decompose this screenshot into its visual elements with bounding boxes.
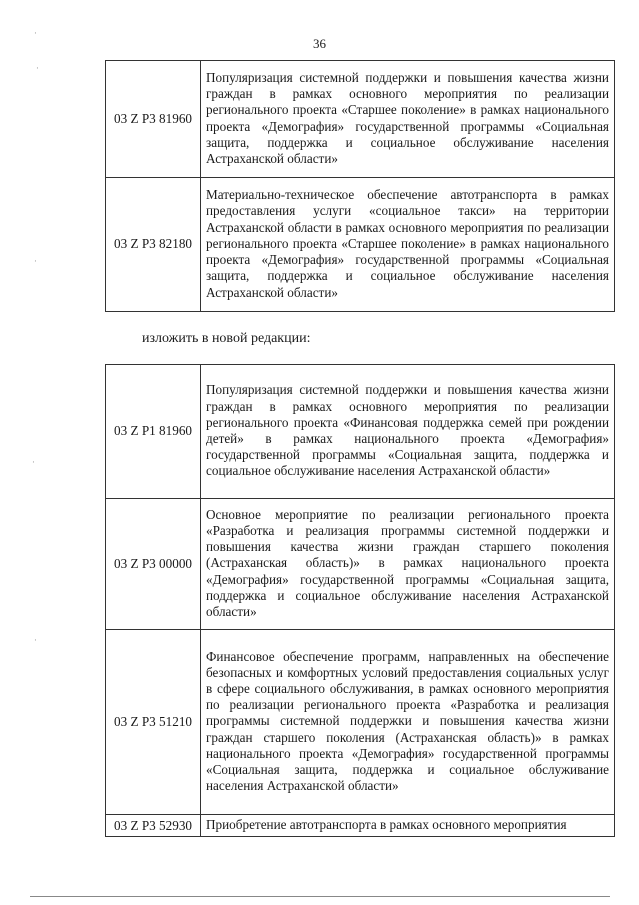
- code-description: Финансовое обеспечение программ, направленных на обеспечение безопасных и комфортных условий предоставления социальных услуг в сфере социального обслуживания, в рамках основного мероприятия по реализации регионального проекта «Разработка и реализация программы системной поддержки и повышения качества жизни граждан старшего поколения (Астраханская область)» в рамках национального проекта «Демография» государственной программы «Социальная защита, поддержка и социальное обслуживание населения Астраханской области»: [201, 630, 615, 815]
- classification-code: 03 Z P3 51210: [106, 630, 201, 815]
- classification-code: 03 Z P1 81960: [106, 365, 201, 499]
- page-number: 36: [313, 36, 326, 51]
- scan-mark: ·: [34, 636, 37, 646]
- scan-mark: ·: [32, 458, 35, 468]
- budget-codes-table-new: [105, 364, 615, 837]
- code-description: Популяризация системной поддержки и повышения качества жизни граждан в рамках основного мероприятия по реализации регионального проекта «Старшее поколение» в рамках национального проекта «Демография» государственной программы «Социальная защита, поддержка и социальное обслуживание населения Астраханской области»: [201, 61, 615, 178]
- table-row: [106, 630, 615, 815]
- code-description: Популяризация системной поддержки и повышения качества жизни граждан в рамках основного мероприятия по реализации регионального проекта «Финансовая поддержка семей при рождении детей» в рамках национального проекта «Демография» государственной программы «Социальная защита, поддержка и социальное обслуживание населения Астраханской области»: [201, 365, 615, 499]
- scan-mark: ·: [34, 257, 37, 267]
- table-row: [106, 61, 615, 178]
- classification-code: 03 Z P3 52930: [106, 815, 201, 837]
- classification-code: 03 Z P3 00000: [106, 499, 201, 630]
- code-description: Основное мероприятие по реализации регионального проекта «Разработка и реализация программы системной поддержки и повышения качества жизни граждан старшего поколения (Астраханская область)» в рамках национального проекта «Демография» государственной программы «Социальная защита, поддержка и социальное обслуживание населения Астраханской области»: [201, 499, 615, 630]
- table-row: [106, 499, 615, 630]
- table-row: [106, 815, 615, 837]
- classification-code: 03 Z P3 82180: [106, 178, 201, 312]
- scan-mark: ·: [34, 29, 37, 39]
- code-description: Приобретение автотранспорта в рамках основного мероприятия: [201, 815, 615, 837]
- classification-code: 03 Z P3 81960: [106, 61, 201, 178]
- budget-codes-table-old: [105, 60, 615, 312]
- table-row: [106, 178, 615, 312]
- page-bottom-rule: [30, 896, 610, 897]
- amendment-instruction: изложить в новой редакции:: [142, 331, 311, 346]
- code-description: Материально-техническое обеспечение автотранспорта в рамках предоставления услуги «социальное такси» на территории Астраханской области в рамках основного мероприятия по реализации регионального проекта «Старшее поколение» в рамках национального проекта «Демография» государственной программы «Социальная защита, поддержка и социальное обслуживание населения Астраханской области»: [201, 178, 615, 312]
- table-row: [106, 365, 615, 499]
- scan-mark: ·: [36, 64, 39, 74]
